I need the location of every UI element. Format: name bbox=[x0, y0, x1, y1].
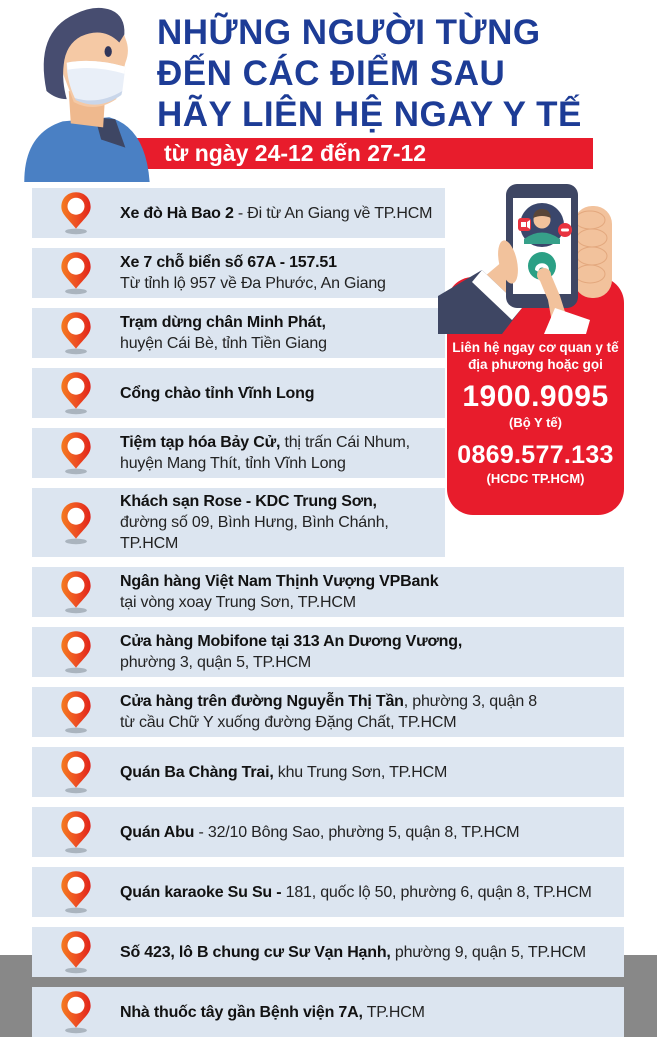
location-address: phường 3, quận 5, TP.HCM bbox=[120, 654, 312, 671]
location-name: Quán Abu bbox=[120, 823, 195, 841]
location-text bbox=[120, 383, 439, 404]
list-item bbox=[32, 747, 624, 797]
location-name: Tiệm tạp hóa Bảy Cử, bbox=[120, 434, 281, 451]
map-pin-icon bbox=[32, 930, 120, 974]
location-text bbox=[120, 252, 439, 294]
map-pin-icon bbox=[32, 191, 120, 235]
location-name: Số 423, lô B chung cư Sư Vạn Hạnh, bbox=[120, 943, 391, 961]
location-text bbox=[120, 432, 439, 474]
location-name: Quán Ba Chàng Trai, bbox=[120, 763, 274, 781]
location-text bbox=[120, 882, 618, 903]
location-name: Khách sạn Rose - KDC Trung Sơn, bbox=[120, 493, 377, 510]
date-banner bbox=[118, 138, 593, 169]
hotline-label-hcdc: (HCDC TP.HCM) bbox=[486, 471, 585, 486]
title-line-1: NHỮNG NGƯỜI TỪNG bbox=[157, 13, 541, 52]
hotline-number-moh: 1900.9095 bbox=[462, 380, 609, 413]
list-item bbox=[32, 188, 445, 238]
phone-call-illustration bbox=[438, 178, 638, 334]
location-name: Xe 7 chỗ biển số 67A - 157.51 bbox=[120, 254, 337, 271]
map-pin-icon bbox=[32, 870, 120, 914]
location-text bbox=[120, 312, 439, 354]
map-pin-icon bbox=[32, 501, 120, 545]
list-item bbox=[32, 248, 445, 298]
location-name: Nhà thuốc tây gần Bệnh viện 7A, bbox=[120, 1003, 363, 1021]
list-item bbox=[32, 927, 624, 977]
location-address: huyện Mang Thít, tỉnh Vĩnh Long bbox=[120, 455, 346, 472]
list-item bbox=[32, 987, 624, 1037]
location-detail: - Đi từ An Giang về TP.HCM bbox=[233, 204, 433, 222]
list-item bbox=[32, 627, 624, 677]
list-item bbox=[32, 368, 445, 418]
list-item bbox=[32, 807, 624, 857]
location-address: huyện Cái Bè, tỉnh Tiền Giang bbox=[120, 335, 327, 352]
hotline-label-moh: (Bộ Y tế) bbox=[509, 415, 562, 430]
list-item bbox=[32, 488, 445, 557]
location-name: Cửa hàng Mobifone tại 313 An Dương Vương, bbox=[120, 633, 463, 650]
map-pin-icon bbox=[32, 431, 120, 475]
map-pin-icon bbox=[32, 311, 120, 355]
list-item bbox=[32, 308, 445, 358]
location-text bbox=[120, 491, 439, 554]
hotline-number-hcdc: 0869.577.133 bbox=[457, 441, 614, 469]
location-text bbox=[120, 631, 618, 673]
list-item bbox=[32, 567, 624, 617]
location-text bbox=[120, 691, 618, 733]
map-pin-icon bbox=[32, 750, 120, 794]
map-pin-icon bbox=[32, 630, 120, 674]
location-name: Cổng chào tỉnh Vĩnh Long bbox=[120, 384, 315, 402]
location-name: Xe đò Hà Bao 2 bbox=[120, 204, 234, 222]
location-text bbox=[120, 942, 618, 963]
map-pin-icon bbox=[32, 990, 120, 1034]
map-pin-icon bbox=[32, 251, 120, 295]
location-detail: 181, quốc lộ 50, phường 6, quận 8, TP.HCM bbox=[281, 883, 592, 901]
location-address: tại vòng xoay Trung Sơn, TP.HCM bbox=[120, 594, 356, 611]
location-text bbox=[120, 203, 439, 224]
location-name: Ngân hàng Việt Nam Thịnh Vượng VPBank bbox=[120, 573, 439, 590]
location-text bbox=[120, 1002, 618, 1023]
map-pin-icon bbox=[32, 810, 120, 854]
contact-note-line-1: Liên hệ ngay cơ quan y tế bbox=[452, 340, 619, 355]
location-text bbox=[120, 822, 618, 843]
list-item bbox=[32, 687, 624, 737]
map-pin-icon bbox=[32, 371, 120, 415]
location-text bbox=[120, 762, 618, 783]
location-name: Quán karaoke Su Su - bbox=[120, 883, 282, 901]
location-detail: TP.HCM bbox=[362, 1003, 425, 1021]
list-item bbox=[32, 867, 624, 917]
location-detail: , phường 3, quận 8 bbox=[403, 693, 538, 710]
map-pin-icon bbox=[32, 690, 120, 734]
location-text bbox=[120, 571, 618, 613]
title-line-2: ĐẾN CÁC ĐIỂM SAU bbox=[157, 54, 506, 93]
location-address: từ cầu Chữ Y xuống đường Đặng Chất, TP.HCM bbox=[120, 714, 457, 731]
masked-person-illustration bbox=[10, 0, 172, 182]
location-address: Từ tỉnh lộ 957 về Đa Phước, An Giang bbox=[120, 275, 386, 292]
location-address: đường số 09, Bình Hưng, Bình Chánh, TP.HCM bbox=[120, 514, 389, 552]
location-detail: phường 9, quận 5, TP.HCM bbox=[390, 943, 586, 961]
location-detail: khu Trung Sơn, TP.HCM bbox=[273, 763, 448, 781]
map-pin-icon bbox=[32, 570, 120, 614]
location-detail: - 32/10 Bông Sao, phường 5, quận 8, TP.HCM bbox=[194, 823, 520, 841]
title-line-3: HÃY LIÊN HỆ NGAY Y TẾ bbox=[157, 95, 582, 134]
contact-note-line-2: địa phương hoặc gọi bbox=[468, 357, 603, 372]
page-title bbox=[157, 12, 582, 135]
date-banner-text: từ ngày 24-12 đến 27-12 bbox=[164, 140, 427, 166]
list-item bbox=[32, 428, 445, 478]
location-name: Trạm dừng chân Minh Phát, bbox=[120, 314, 326, 331]
location-detail: thị trấn Cái Nhum, bbox=[280, 434, 410, 451]
location-name: Cửa hàng trên đường Nguyễn Thị Tần bbox=[120, 693, 404, 710]
